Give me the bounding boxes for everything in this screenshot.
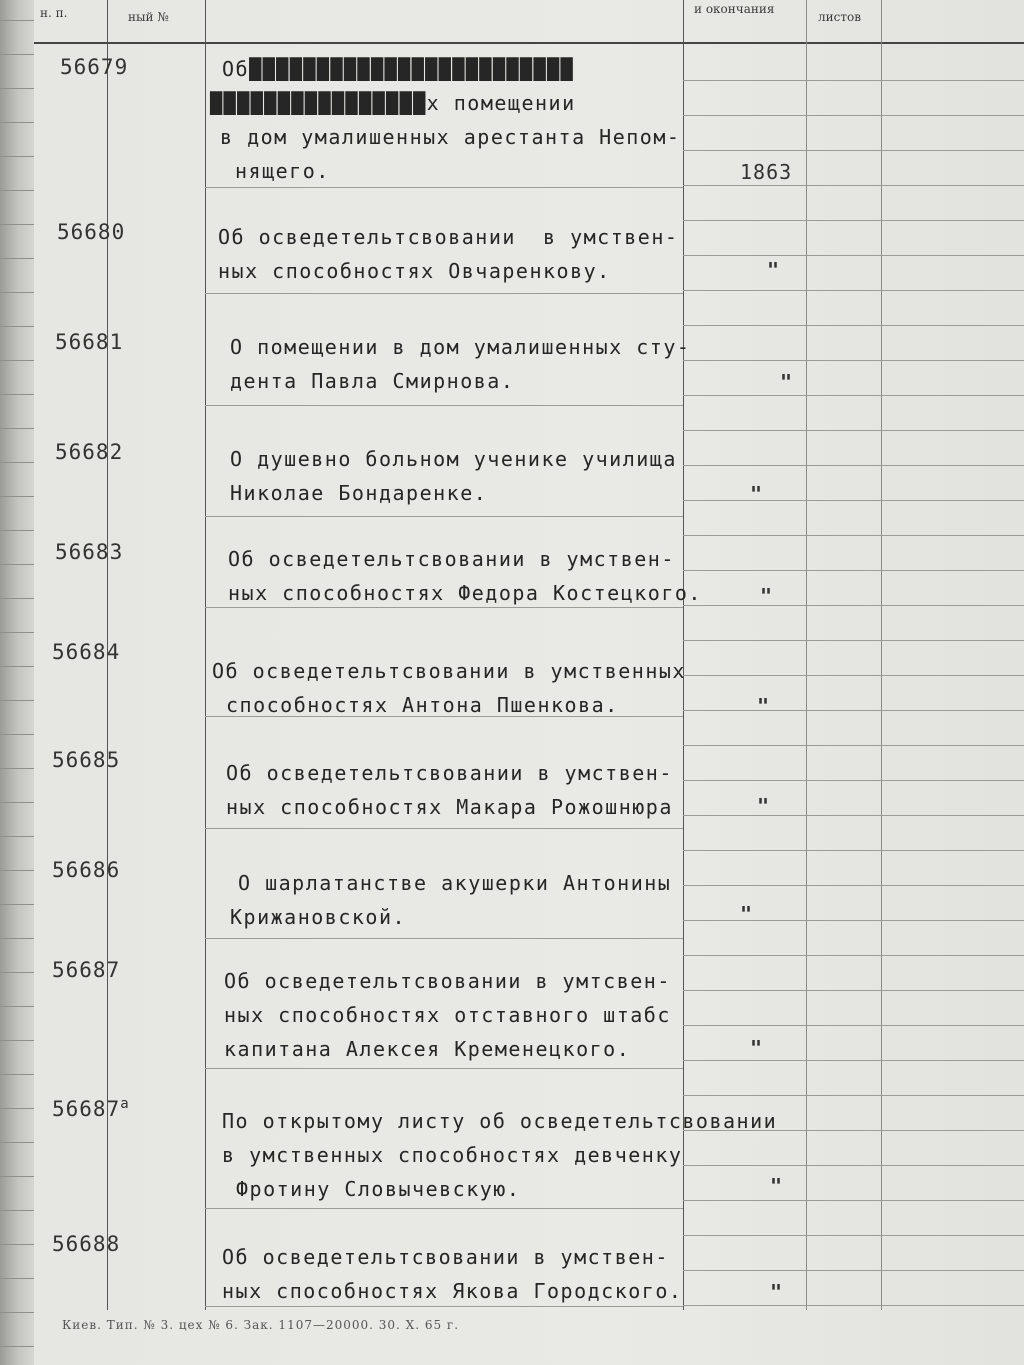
header-number: ный №	[128, 10, 169, 24]
header-bottom-rule	[34, 42, 1024, 44]
page-edge-line	[0, 1074, 34, 1075]
entry-line: ных способностях отставного штабс	[224, 1003, 671, 1027]
ditto-mark: "	[770, 1174, 783, 1198]
entry-line: По открытому листу об осведетельтсвовании	[222, 1109, 778, 1133]
header-sheets: листов	[818, 10, 861, 24]
entry-number: 56687	[52, 958, 121, 982]
entry-number: 56679	[60, 55, 129, 79]
entry-line: Фротину Словычевскую.	[236, 1177, 521, 1201]
entry-year: 1863	[740, 160, 793, 184]
column-rule-title	[205, 0, 206, 1310]
ledger-rule	[683, 115, 1024, 116]
page-edge-line	[0, 462, 34, 463]
entry-separator-rule	[205, 828, 683, 829]
page-edge-line	[0, 20, 34, 21]
ledger-rule	[683, 255, 1024, 256]
ledger-rule	[683, 640, 1024, 641]
page-edge-line	[0, 938, 34, 939]
ledger-rule	[683, 990, 1024, 991]
page-edge-line	[0, 1244, 34, 1245]
page-edge-line	[0, 122, 34, 123]
ledger-rule	[683, 675, 1024, 676]
entry-line: ных способностях Овчаренкову.	[218, 259, 611, 283]
page-edge-line	[0, 598, 34, 599]
entry-line: ных способностях Макара Рожошнюра	[226, 795, 673, 819]
ledger-rule	[683, 710, 1024, 711]
page-edge-line	[0, 1040, 34, 1041]
ledger-rule	[683, 220, 1024, 221]
page-edge-line	[0, 1312, 34, 1313]
entry-line: в дом умалишенных арестанта Непом-	[220, 125, 681, 149]
entry-line: ных способностях Якова Городского.	[222, 1279, 683, 1303]
entry-number-value: 56687	[52, 1097, 121, 1121]
page-edge-line	[0, 1278, 34, 1279]
entry-line: Об осведетельтсвовании в умствен-	[218, 225, 679, 249]
page-edge-line	[0, 156, 34, 157]
ledger-rule	[683, 290, 1024, 291]
page-edge-line	[0, 1346, 34, 1347]
ledger-rule	[683, 570, 1024, 571]
page-edge-line	[0, 1142, 34, 1143]
ledger-rule	[683, 395, 1024, 396]
ledger-rule	[683, 780, 1024, 781]
page-edge-line	[0, 1176, 34, 1177]
page-edge-line	[0, 904, 34, 905]
header-np: н. п.	[40, 6, 68, 20]
ditto-mark: "	[757, 794, 770, 818]
page-edge-line	[0, 632, 34, 633]
entry-separator-rule	[205, 293, 683, 294]
page-edge-line	[0, 326, 34, 327]
entry-line: в умственных способностях девченку	[222, 1143, 683, 1167]
ditto-mark: "	[780, 370, 793, 394]
header-end-date: и окончания	[694, 2, 775, 16]
entry-line: способностях Антона Пшенкова.	[226, 693, 619, 717]
ditto-mark: "	[750, 482, 763, 506]
page-edge-line	[0, 768, 34, 769]
entry-line: Об осведетельтсвовании в умтсвен-	[224, 969, 671, 993]
page-edge-line	[0, 564, 34, 565]
entry-line: ных способностях Федора Костецкого.	[228, 581, 702, 605]
page-edge-line	[0, 734, 34, 735]
ditto-mark: "	[770, 1280, 783, 1304]
page-edge-line	[0, 1210, 34, 1211]
ledger-rule	[683, 325, 1024, 326]
entry-number: 56682	[55, 440, 124, 464]
ledger-rule	[683, 850, 1024, 851]
entry-line: ████████████████х помещении	[210, 91, 576, 115]
entry-separator-rule	[205, 405, 683, 406]
entry-number: 56686	[52, 858, 121, 882]
entry-line: Николае Бондаренке.	[230, 481, 488, 505]
page-edge-line	[0, 870, 34, 871]
page-edge-line	[0, 394, 34, 395]
entry-number: 56688	[52, 1232, 121, 1256]
ledger-rule	[683, 955, 1024, 956]
ledger-rule	[683, 745, 1024, 746]
ledger-rule	[683, 605, 1024, 606]
page-edge-line	[0, 258, 34, 259]
entry-number: 56681	[55, 330, 124, 354]
entry-line: капитана Алексея Кременецкого.	[224, 1037, 631, 1061]
ledger-rule	[683, 500, 1024, 501]
page-edge-line	[0, 88, 34, 89]
entry-separator-rule	[205, 938, 683, 939]
ledger-rule	[683, 1270, 1024, 1271]
page-edge-line	[0, 428, 34, 429]
page-edge-line	[0, 972, 34, 973]
ledger-rule	[683, 465, 1024, 466]
ledger-rule	[683, 150, 1024, 151]
entry-line: О помещении в дом умалишенных сту-	[230, 335, 691, 359]
page-edge-line	[0, 530, 34, 531]
ditto-mark: "	[757, 694, 770, 718]
page-edge-line	[0, 190, 34, 191]
entry-line: Об осведетельтсвовании в умствен-	[222, 1245, 669, 1269]
ledger-rule	[683, 80, 1024, 81]
page-edge-line	[0, 802, 34, 803]
page-edge-line	[0, 666, 34, 667]
entry-line: дента Павла Смирнова.	[230, 369, 515, 393]
ledger-rule	[683, 535, 1024, 536]
entry-number-suffix: а	[120, 1096, 130, 1112]
entry-line: Об осведетельтсвовании в умственных	[212, 659, 686, 683]
ledger-rule	[683, 885, 1024, 886]
book-binding	[0, 0, 34, 1365]
entry-line: О душевно больном ученике училища	[230, 447, 677, 471]
ledger-rule	[683, 1200, 1024, 1201]
ditto-mark: "	[740, 902, 753, 926]
ledger-rule	[683, 360, 1024, 361]
column-rule-dates	[806, 0, 807, 1310]
ledger-rule	[683, 815, 1024, 816]
page-edge-line	[0, 224, 34, 225]
ledger-rule	[683, 1235, 1024, 1236]
ledger-rule	[683, 920, 1024, 921]
entry-number: 56680	[57, 220, 126, 244]
ledger-rule	[683, 1060, 1024, 1061]
page-edge-line	[0, 1108, 34, 1109]
column-rule-sheets	[881, 0, 882, 1310]
page-edge-line	[0, 496, 34, 497]
ledger-rule	[683, 1025, 1024, 1026]
ledger-rule	[683, 430, 1024, 431]
entry-line: Об осведетельтсвовании в умствен-	[228, 547, 675, 571]
ledger-rule	[683, 185, 1024, 186]
entry-line: О шарлатанстве акушерки Антонины	[238, 871, 672, 895]
entry-number: 56685	[52, 748, 121, 772]
page-edge-line	[0, 836, 34, 837]
ledger-rule	[683, 1095, 1024, 1096]
entry-line: нящего.	[235, 159, 330, 183]
ditto-mark: "	[767, 258, 780, 282]
page-edge-line	[0, 360, 34, 361]
printer-imprint: Киев. Тип. № 3. цех № 6. Зак. 1107—20000. 30. X. 65 г.	[62, 1318, 460, 1332]
entry-number: 56683	[55, 540, 124, 564]
entry-line: Об осведетельтсвовании в умствен-	[226, 761, 673, 785]
entry-line: Крижановской.	[230, 905, 407, 929]
page-edge-line	[0, 54, 34, 55]
entry-line: Об████████████████████████	[222, 57, 575, 81]
ditto-mark: "	[760, 584, 773, 608]
entry-separator-rule	[205, 1068, 683, 1069]
ditto-mark: "	[750, 1036, 763, 1060]
entry-number	[52, 1096, 130, 1121]
page-edge-line	[0, 1006, 34, 1007]
ledger-rule	[683, 1305, 1024, 1306]
ledger-rule	[683, 1165, 1024, 1166]
page-edge-line	[0, 700, 34, 701]
entry-separator-rule	[205, 516, 683, 517]
entry-number: 56684	[52, 640, 121, 664]
page-edge-line	[0, 292, 34, 293]
entry-separator-rule	[205, 1208, 683, 1209]
